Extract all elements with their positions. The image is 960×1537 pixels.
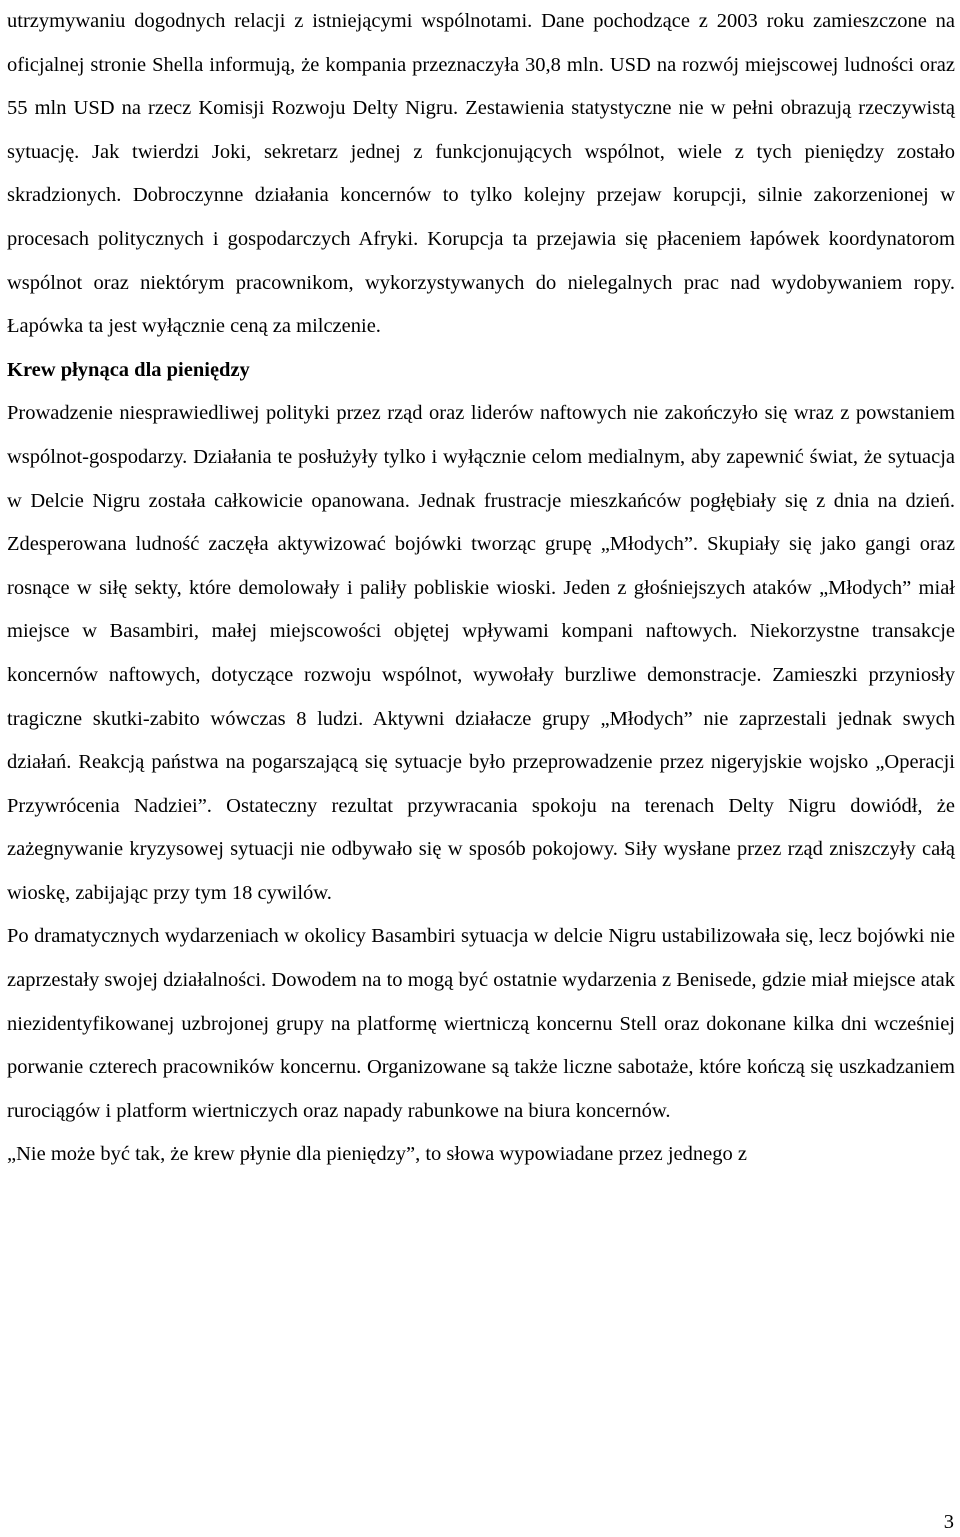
paragraph-2: Prowadzenie niesprawiedliwej polityki przez rząd oraz liderów naftowych nie zakończyło się wraz z powstaniem wspólnot-gospodarzy. Działania te posłużyły tylko i wyłącznie celom medialnym, aby zapewnić świat, że sytuacja w Delcie Nigru została całkowicie opanowana. Jednak frustracje mieszkańców pogłębiały się z dnia na dzień. Zdesperowana ludność zaczęła aktywizować bojówki tworząc grupę „Młodych”. Skupiały się jako gangi oraz rosnące w siłę sekty, które demolowały i paliły pobliskie wioski. Jeden z głośniejszych ataków „Młodych” miał miejsce w Basambiri, małej miejscowości objętej wpływami kompani naftowych. Niekorzystne transakcje koncernów naftowych, dotyczące rozwoju wspólnot, wywołały burzliwe demonstracje. Zamieszki przyniosły tragiczne skutki-zabito wówczas 8 ludzi. Aktywni działacze grupy „Młodych” nie zaprzestali jednak swych działań. Reakcją państwa na pogarszającą się sytuacje było przeprowadzenie przez nigeryjskie wojsko „Operacji Przywrócenia Nadziei”. Ostateczny rezultat przywracania spokoju na terenach Delty Nigru dowiódł, że zażegnywanie kryzysowej sytuacji nie odbywało się w sposób pokojowy. Siły wysłane przez rząd zniszczyły całą wioskę, zabijając przy tym 18 cywilów.	[7, 402, 955, 904]
document-page	[7, 0, 955, 1177]
page-number: 3	[943, 1511, 954, 1533]
paragraph-3: Po dramatycznych wydarzeniach w okolicy Basambiri sytuacja w delcie Nigru ustabilizowała się, lecz bojówki nie zaprzestały swojej działalności. Dowodem na to mogą być ostatnie wydarzenia z Benisede, gdzie miał miejsce atak niezidentyfikowanej uzbrojonej grupy na platformę wiertniczą koncernu Stell oraz dokonane kilka dni wcześniej porwanie czterech pracowników koncernu. Organizowane są także liczne sabotaże, które kończą się uszkadzaniem rurociągów i platform wiertniczych oraz napady rabunkowe na biura koncernów.	[7, 925, 955, 1122]
paragraph-1: utrzymywaniu dogodnych relacji z istniejącymi wspólnotami. Dane pochodzące z 2003 roku zamieszczone na oficjalnej stronie Shella informują, że kompania przeznaczyła 30,8 mln. USD na rozwój miejscowej ludności oraz 55 mln USD na rzecz Komisji Rozwoju Delty Nigru. Zestawienia statystyczne nie w pełni obrazują rzeczywistą sytuację. Jak twierdzi Joki, sekretarz jednej z funkcjonujących wspólnot, wiele z tych pieniędzy zostało skradzionych. Dobroczynne działania koncernów to tylko kolejny przejaw korupcji, silnie zakorzenionej w procesach politycznych i gospodarczych Afryki. Korupcja ta przejawia się płaceniem łapówek koordynatorom wspólnot oraz niektórym pracownikom, wykorzystywanych do nielegalnych prac nad wydobywaniem ropy. Łapówka ta jest wyłącznie ceną za milczenie.	[7, 10, 955, 338]
section-heading: Krew płynąca dla pieniędzy	[7, 358, 250, 381]
paragraph-4: „Nie może być tak, że krew płynie dla pieniędzy”, to słowa wypowiadane przez jednego z	[7, 1143, 747, 1166]
